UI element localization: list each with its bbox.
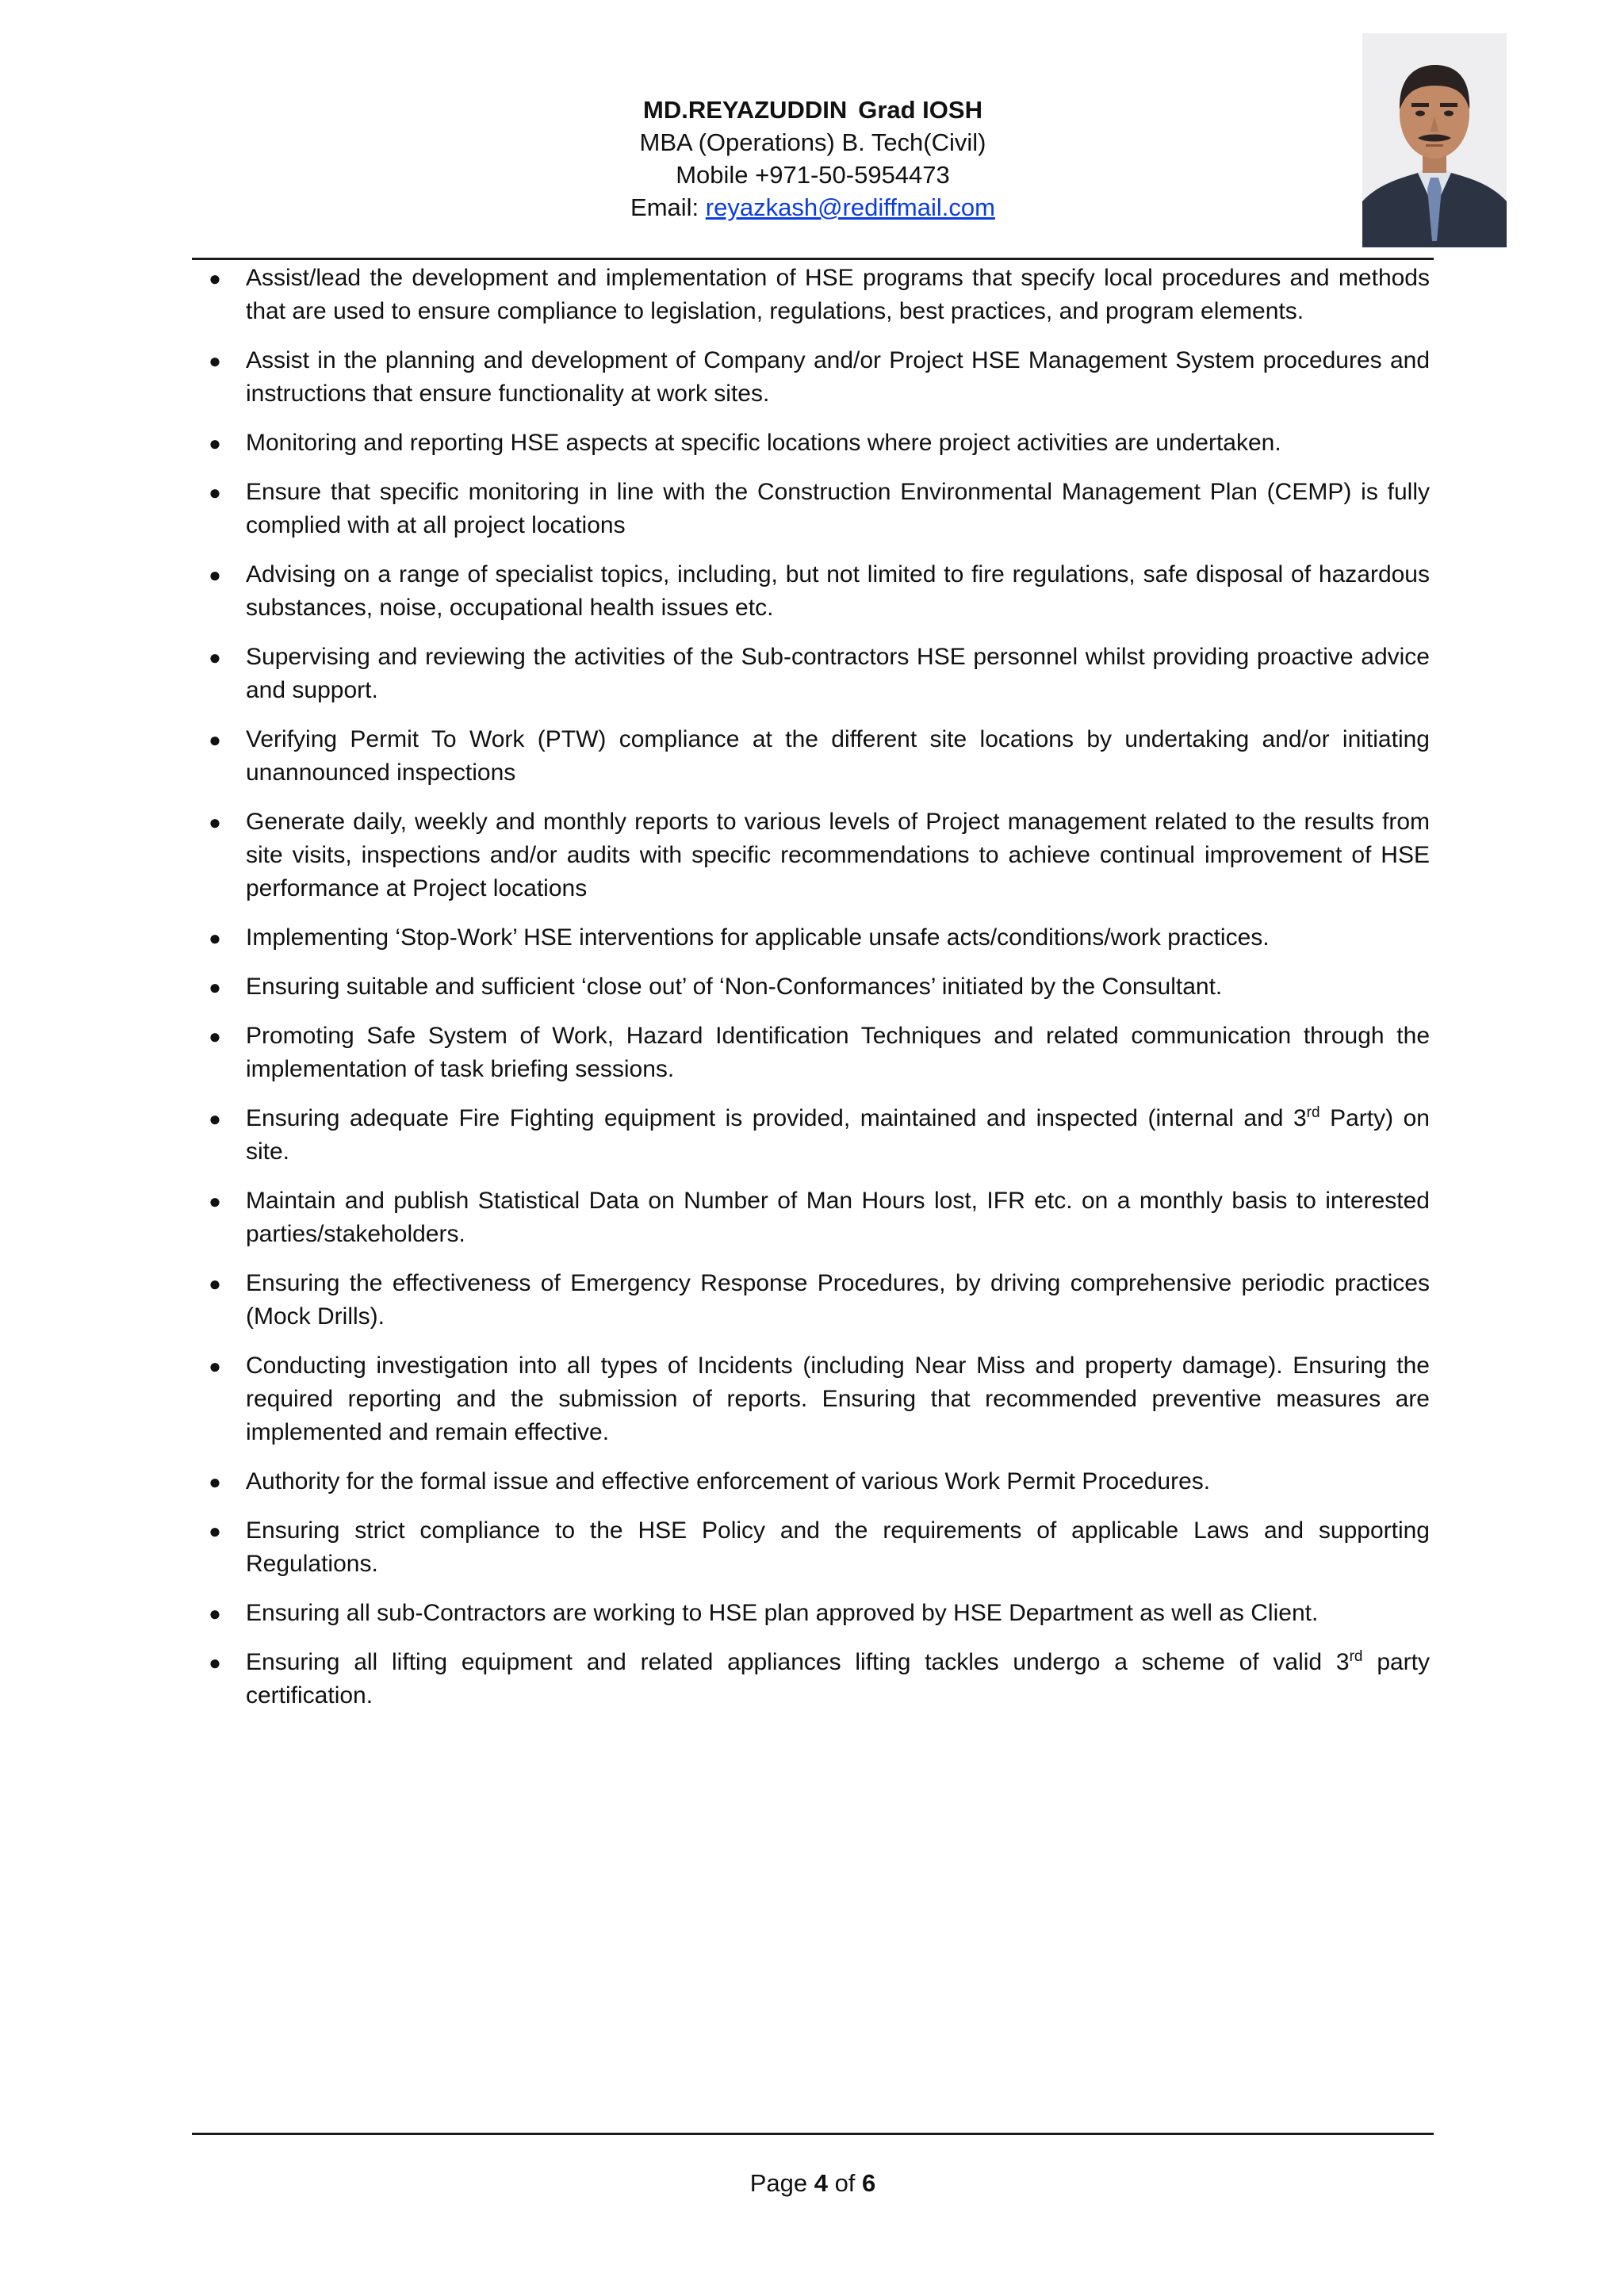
footer-divider (192, 2133, 1434, 2135)
bullet-icon: ● (209, 975, 221, 999)
list-item (192, 476, 1434, 542)
bullet-icon: ● (209, 431, 221, 455)
duty-text: Ensuring strict compliance to the HSE Policy and the requirements of applicable Laws and supporting Regulations. (246, 1517, 1430, 1577)
page-current: 4 (814, 2169, 828, 2197)
duty-text-after: party certification. (246, 1649, 1431, 1709)
email-link[interactable]: reyazkash@rediffmail.com (705, 193, 995, 221)
bullet-icon: ● (209, 728, 221, 752)
duties-list (192, 262, 1434, 1712)
list-item (192, 1102, 1434, 1169)
list-item (192, 1267, 1434, 1334)
duty-text: Conducting investigation into all types of Incidents (including Near Miss and property damage). Ensuring the required reporting and the submission of reports. Ensuring that recommended preventive measures are implemented and remain effective. (246, 1353, 1430, 1445)
bullet-icon: ● (209, 266, 221, 290)
list-item (192, 921, 1434, 955)
list-item (192, 558, 1434, 625)
list-item (192, 1514, 1434, 1581)
duty-superscript: rd (1349, 1648, 1363, 1665)
page-footer (192, 2169, 1434, 2198)
page-label: Page (749, 2169, 814, 2197)
bullet-icon: ● (209, 926, 221, 950)
candidate-name: MD.REYAZUDDIN (643, 96, 848, 124)
list-item (192, 1646, 1434, 1712)
duty-text: Assist in the planning and development of Company and/or Project HSE Management System procedures and instructions that ensure functionality at work sites. (246, 347, 1430, 407)
duty-text: Ensuring suitable and sufficient ‘close out’ of ‘Non-Conformances’ initiated by the Consultant. (246, 974, 1223, 1000)
bullet-icon: ● (209, 563, 221, 587)
bullet-icon: ● (209, 1107, 221, 1131)
email-label: Email: (630, 193, 706, 221)
page-of-label: of (827, 2169, 863, 2197)
list-item (192, 641, 1434, 707)
bullet-icon: ● (209, 1651, 221, 1674)
duty-text-after: Party) on site. (246, 1105, 1430, 1165)
duty-text: Implementing ‘Stop-Work’ HSE interventions for applicable unsafe acts/conditions/work practices. (246, 924, 1270, 951)
bullet-icon: ● (209, 480, 221, 504)
list-item (192, 1184, 1434, 1251)
resume-header (192, 94, 1434, 224)
bullet-icon: ● (209, 1470, 221, 1494)
duty-text: Monitoring and reporting HSE aspects at specific locations where project activities are undertaken. (246, 430, 1281, 456)
duty-text: Ensure that specific monitoring in line with the Construction Environmental Management Plan (CEMP) is fully complied with at all project locations (246, 479, 1430, 538)
duty-text: Authority for the formal issue and effective enforcement of various Work Permit Procedures. (246, 1468, 1211, 1494)
list-item (192, 1597, 1434, 1630)
list-item (192, 1349, 1434, 1449)
qualifications: MBA (Operations) B. Tech(Civil) (639, 128, 986, 156)
duty-text: Assist/lead the development and implementation of HSE programs that specify local procedures and methods that are used to ensure compliance to legislation, regulations, best practices, and program elements. (246, 265, 1430, 324)
list-item (192, 1020, 1434, 1086)
bullet-icon: ● (209, 810, 221, 834)
profile-photo (1362, 33, 1507, 247)
duty-superscript: rd (1306, 1104, 1320, 1121)
candidate-credential: Grad IOSH (858, 96, 982, 124)
bullet-icon: ● (209, 1354, 221, 1378)
list-item (192, 806, 1434, 905)
bullet-icon: ● (209, 1272, 221, 1295)
bullet-icon: ● (209, 1024, 221, 1048)
duty-text: Advising on a range of specialist topics, including, but not limited to fire regulations, safe disposal of hazardous substances, noise, occupational health issues etc. (246, 561, 1430, 621)
bullet-icon: ● (209, 349, 221, 373)
duty-text-before: Ensuring adequate Fire Fighting equipment is provided, maintained and inspected (internal and 3 (246, 1105, 1307, 1131)
profile-photo-icon (1362, 33, 1507, 247)
candidate-name-line (192, 94, 1434, 126)
duty-text: Promoting Safe System of Work, Hazard Identification Techniques and related communication through the implementation of task briefing sessions. (246, 1023, 1430, 1082)
page-total: 6 (862, 2169, 876, 2197)
duty-text: Ensuring all sub-Contractors are working to HSE plan approved by HSE Department as well as Client. (246, 1600, 1319, 1626)
duty-text: Supervising and reviewing the activities of the Sub-contractors HSE personnel whilst providing proactive advice and support. (246, 644, 1430, 703)
duty-text: Verifying Permit To Work (PTW) compliance at the different site locations by undertaking and/or initiating unannounced inspections (246, 726, 1430, 786)
duties-section (192, 262, 1434, 1728)
duty-text: Maintain and publish Statistical Data on Number of Man Hours lost, IFR etc. on a monthly basis to interested parties/stakeholders. (246, 1188, 1430, 1247)
email-line (192, 191, 1434, 224)
list-item (192, 970, 1434, 1004)
header-divider (192, 258, 1434, 260)
bullet-icon: ● (209, 1601, 221, 1625)
list-item (192, 723, 1434, 790)
list-item (192, 427, 1434, 460)
bullet-icon: ● (209, 1519, 221, 1543)
mobile-number: Mobile +971-50-5954473 (676, 161, 950, 189)
list-item (192, 262, 1434, 328)
list-item (192, 344, 1434, 411)
duty-text: Ensuring the effectiveness of Emergency Response Procedures, by driving comprehensive periodic practices (Mock Drills). (246, 1270, 1430, 1330)
duty-text: Generate daily, weekly and monthly reports to various levels of Project management related to the results from site visits, inspections and/or audits with specific recommendations to achieve continual improvement of HSE performance at Project locations (246, 809, 1430, 901)
bullet-icon: ● (209, 1189, 221, 1213)
duty-text-before: Ensuring all lifting equipment and related appliances lifting tackles undergo a scheme of valid 3 (246, 1649, 1350, 1675)
list-item (192, 1465, 1434, 1498)
bullet-icon: ● (209, 645, 221, 669)
